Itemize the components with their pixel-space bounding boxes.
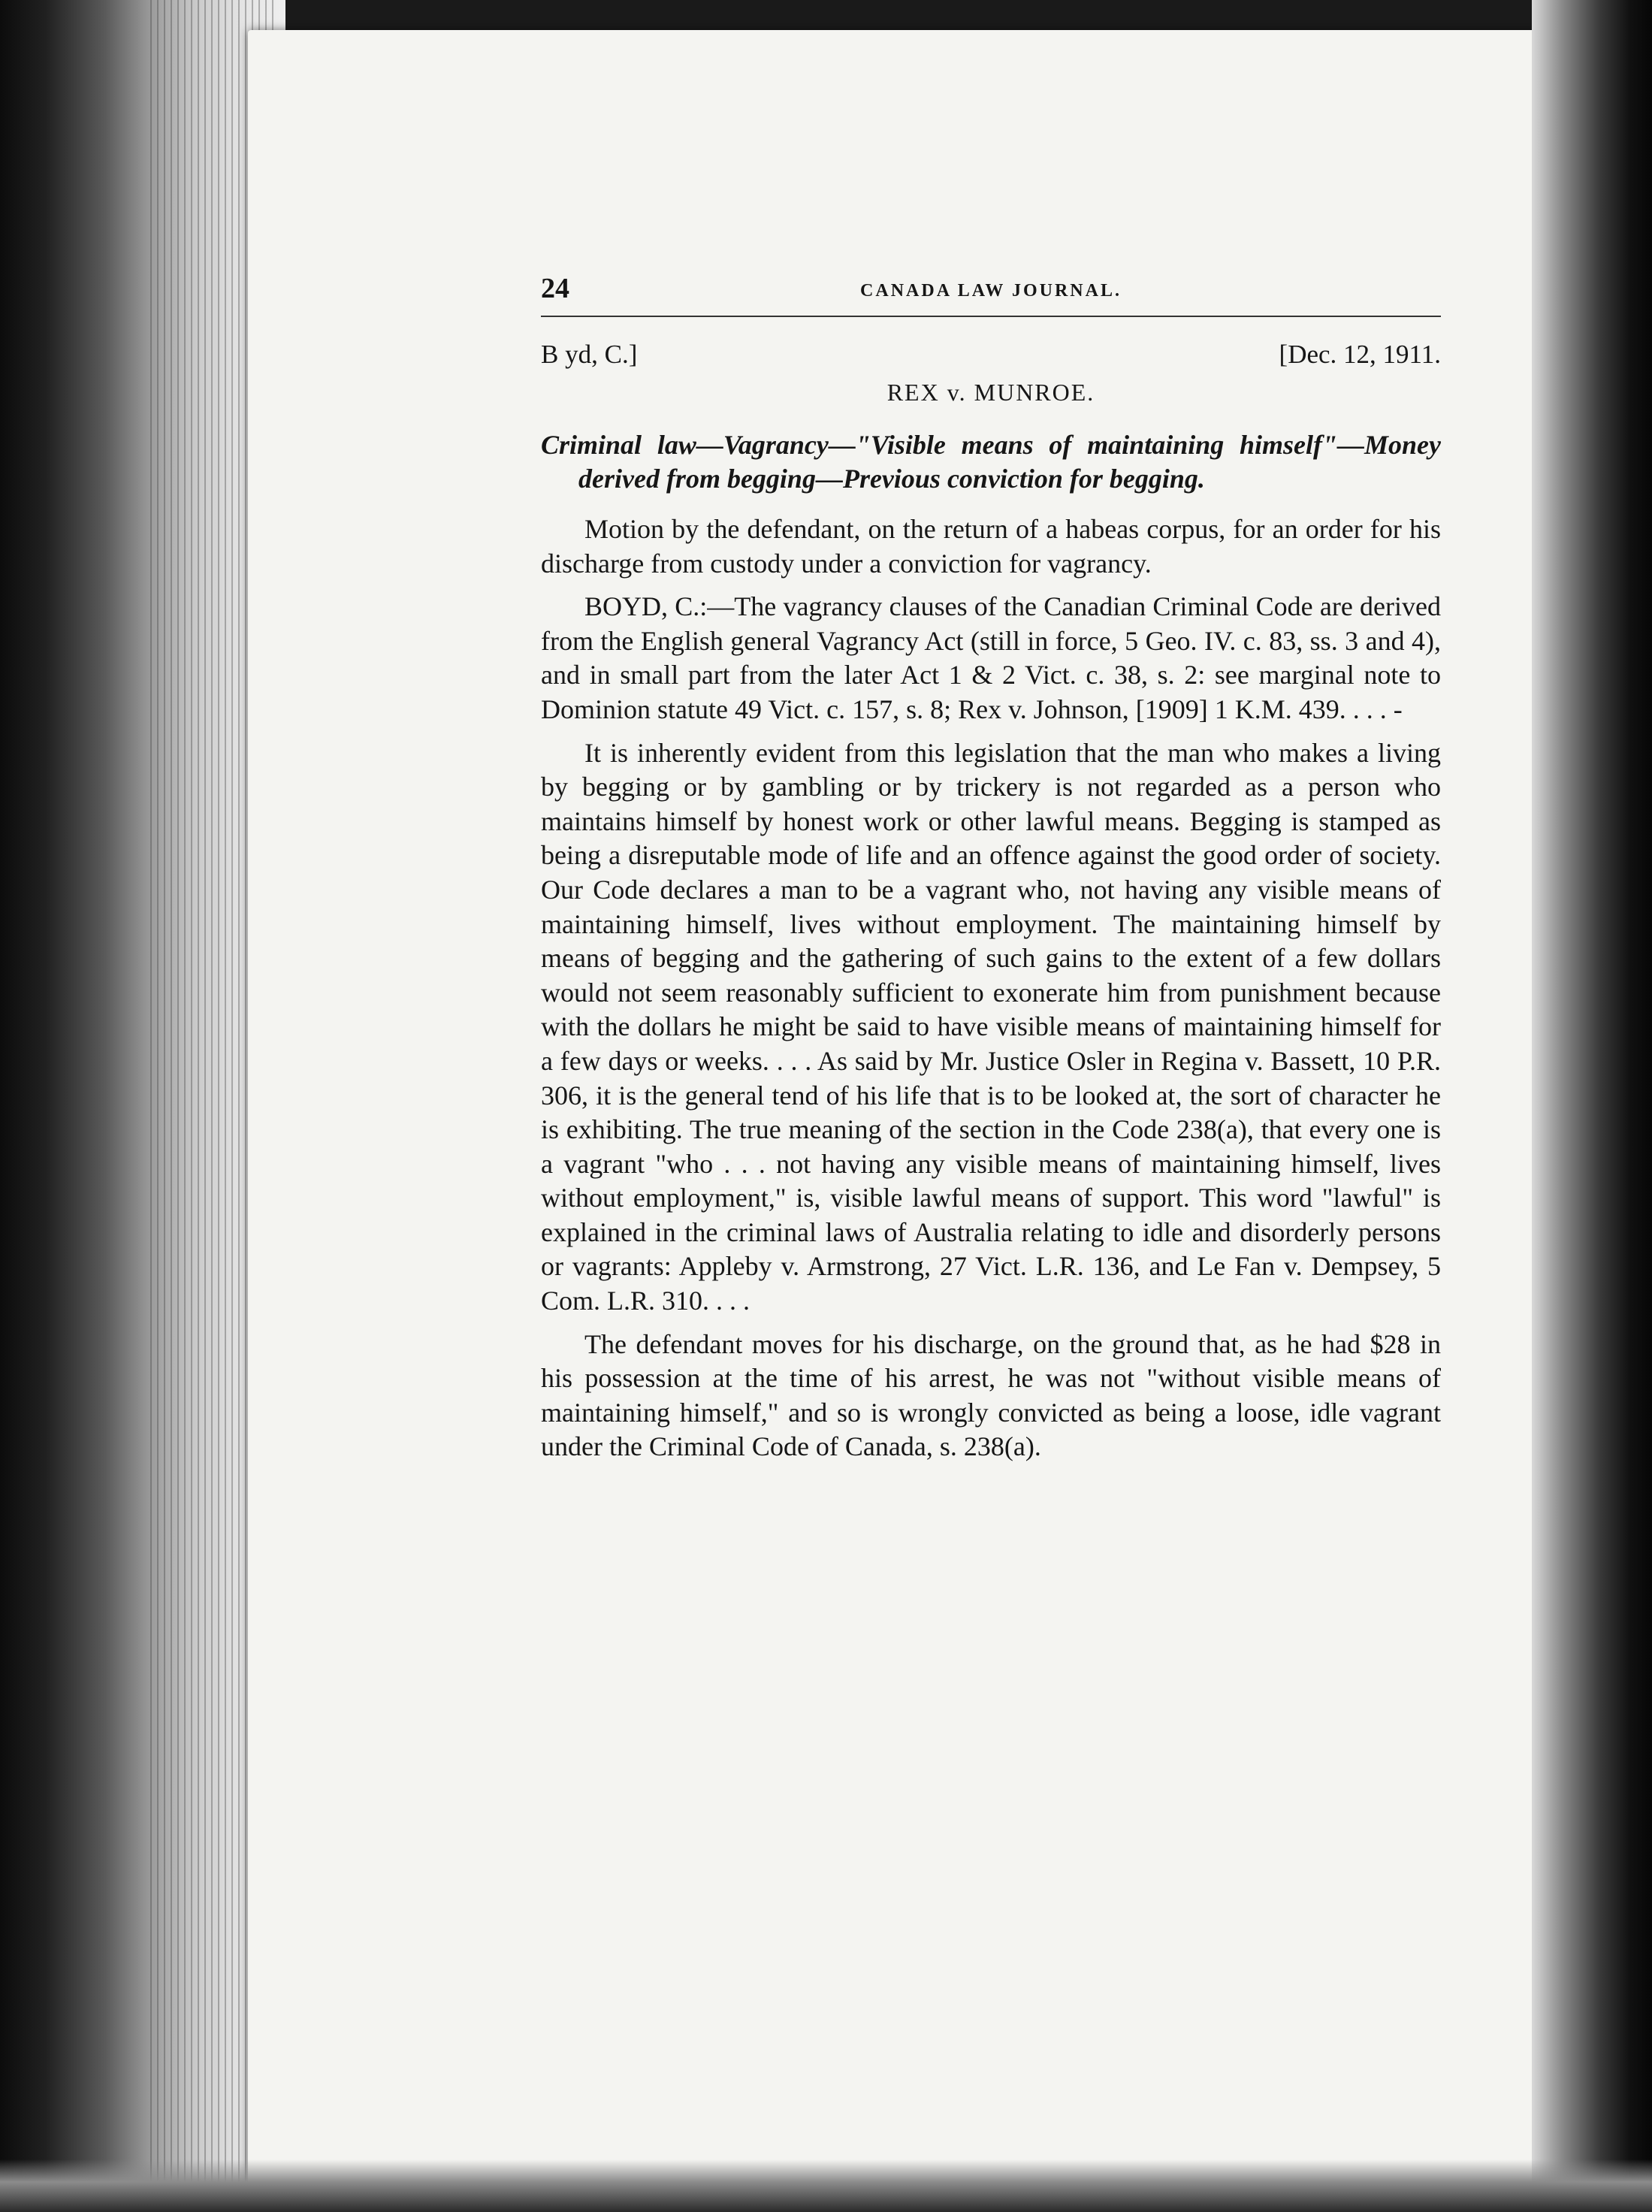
case-court-line — [541, 340, 1441, 377]
running-head — [541, 270, 1441, 317]
case-name: REX v. MUNROE. — [886, 379, 1095, 406]
paragraph-motion: Motion by the defendant, on the return of a habeas corpus, for an order for his discharge from custody under a conviction for vagrancy. — [541, 514, 1441, 579]
paragraph-legislation: It is inherently evident from this legislation that the man who makes a living by begging or by gambling or by trickery is not regarded as a person who maintains himself by honest work or other lawful means. Begging is stamped as being a disreputable mode of life and an offence against the good order of society. Our Code declares a man to be a vagrant who, not having any visible means of maintaining himself, lives without employment. The maintaining himself by means of begging and the gathering of such gains to the extent of a few dollars would not seem reasonably sufficient to exonerate him from punishment because with the dollars he might be said to have visible means of maintaining himself for a few days or weeks. . . . As said by Mr. Justice Osler in Regina v. Bassett, 10 P.R. 306, it is the general tend of his life that is to be looked at, the sort of character he is exhibiting. The true meaning of the section in the Code 238(a), that every one is a vagrant "who . . . not having any visible means of maintaining himself, lives without employment," is, visible lawful means of support. This word "lawful" is explained in the criminal laws of Australia relating to idle and disorderly persons or vagrants: Appleby v. Armstrong, 27 Vict. L.R. 136, and Le Fan v. Dempsey, 5 Com. L.R. 310. . . . — [541, 737, 1441, 1316]
page-text-block — [541, 270, 1441, 1464]
judge-name: B yd, C.] — [541, 340, 638, 369]
scan-right-shadow — [1532, 0, 1652, 2212]
page-number: 24 — [541, 273, 569, 304]
paragraph-defendant-motion: The defendant moves for his discharge, on the ground that, as he had $28 in his possession at the time of his arrest, he was not "without visible means of maintaining himself," and so is wrongly convicted as being a loose, idle vagrant under the Criminal Code of Canada, s. 238(a). — [541, 1328, 1441, 1462]
headnote: Criminal law—Vagrancy—"Visible means of maintaining himself"—Money derived from begging—Previous conviction for begging. — [541, 430, 1441, 494]
scan-bottom-shadow — [0, 2159, 1652, 2212]
decision-date: [Dec. 12, 1911. — [1279, 340, 1441, 369]
book-gutter-shadow — [0, 0, 285, 2212]
paragraph-boyd-opinion: BOYD, C.:—The vagrancy clauses of the Canadian Criminal Code are derived from the English general Vagrancy Act (still in force, 5 Geo. IV. c. 83, ss. 3 and 4), and in small part from the later Act 1 & 2 Vict. c. 38, s. 2: see marginal note to Dominion statute 49 Vict. c. 157, s. 8; Rex v. Johnson, [1909] 1 K.M. 439. . . . - — [541, 591, 1441, 724]
journal-title: CANADA LAW JOURNAL. — [860, 281, 1122, 301]
